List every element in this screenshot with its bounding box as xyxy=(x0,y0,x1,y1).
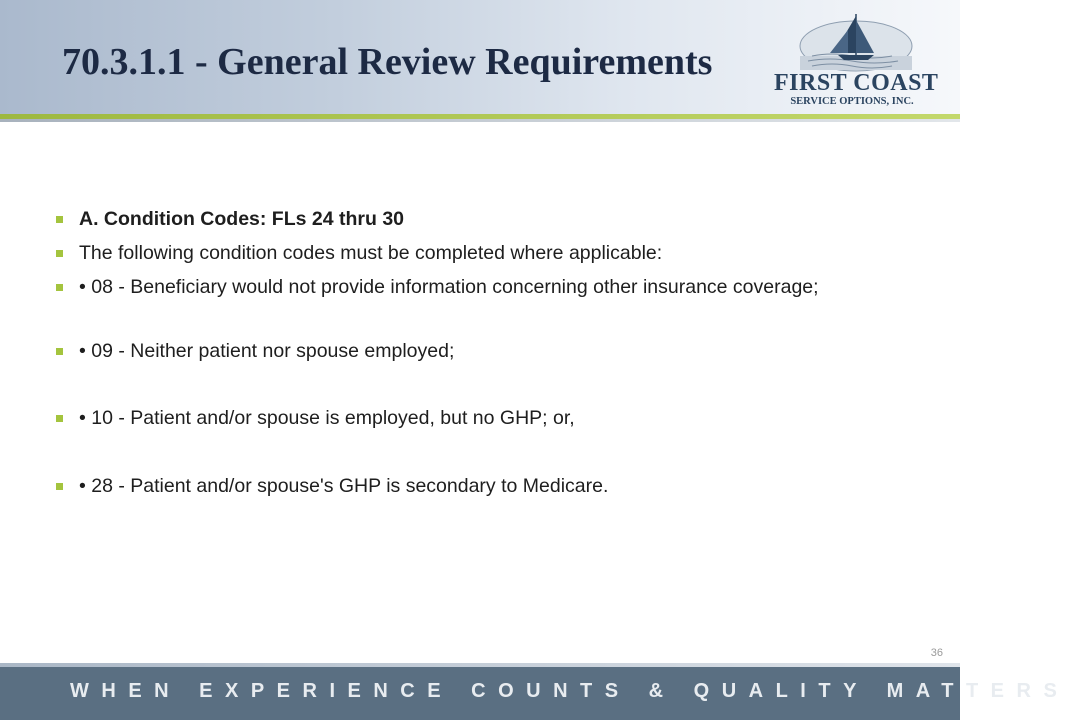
square-bullet-icon xyxy=(56,284,63,291)
logo-wordmark: FIRST COAST xyxy=(774,70,939,96)
list-item xyxy=(56,275,916,299)
list-item xyxy=(56,241,916,265)
list-item xyxy=(56,406,916,430)
list-item xyxy=(56,339,916,363)
square-bullet-icon xyxy=(56,250,63,257)
list-item xyxy=(56,207,916,231)
square-bullet-icon xyxy=(56,348,63,355)
list-item-text: • 09 - Neither patient nor spouse employed; xyxy=(79,340,455,362)
square-bullet-icon xyxy=(56,216,63,223)
bullet-list xyxy=(56,207,916,498)
sailboat-icon xyxy=(772,10,932,72)
square-bullet-icon xyxy=(56,415,63,422)
page-number: 36 xyxy=(930,647,943,659)
list-item-text: A. Condition Codes: FLs 24 thru 30 xyxy=(79,208,405,230)
company-logo xyxy=(772,10,939,110)
header-divider xyxy=(0,119,960,122)
logo-tagline: SERVICE OPTIONS, INC. xyxy=(790,96,914,107)
square-bullet-icon xyxy=(56,483,63,490)
list-item-text: The following condition codes must be completed where applicable: xyxy=(79,242,663,264)
list-item-text: • 28 - Patient and/or spouse's GHP is secondary to Medicare. xyxy=(79,475,609,497)
list-item-text: • 08 - Beneficiary would not provide information concerning other insurance coverage; xyxy=(79,276,819,298)
footer-slogan: WHEN EXPERIENCE COUNTS & QUALITY MATTERS xyxy=(70,680,1069,702)
list-item xyxy=(56,474,916,498)
list-item-text: • 10 - Patient and/or spouse is employed, but no GHP; or, xyxy=(79,407,575,429)
slide-title: 70.3.1.1 - General Review Requirements xyxy=(62,41,713,83)
